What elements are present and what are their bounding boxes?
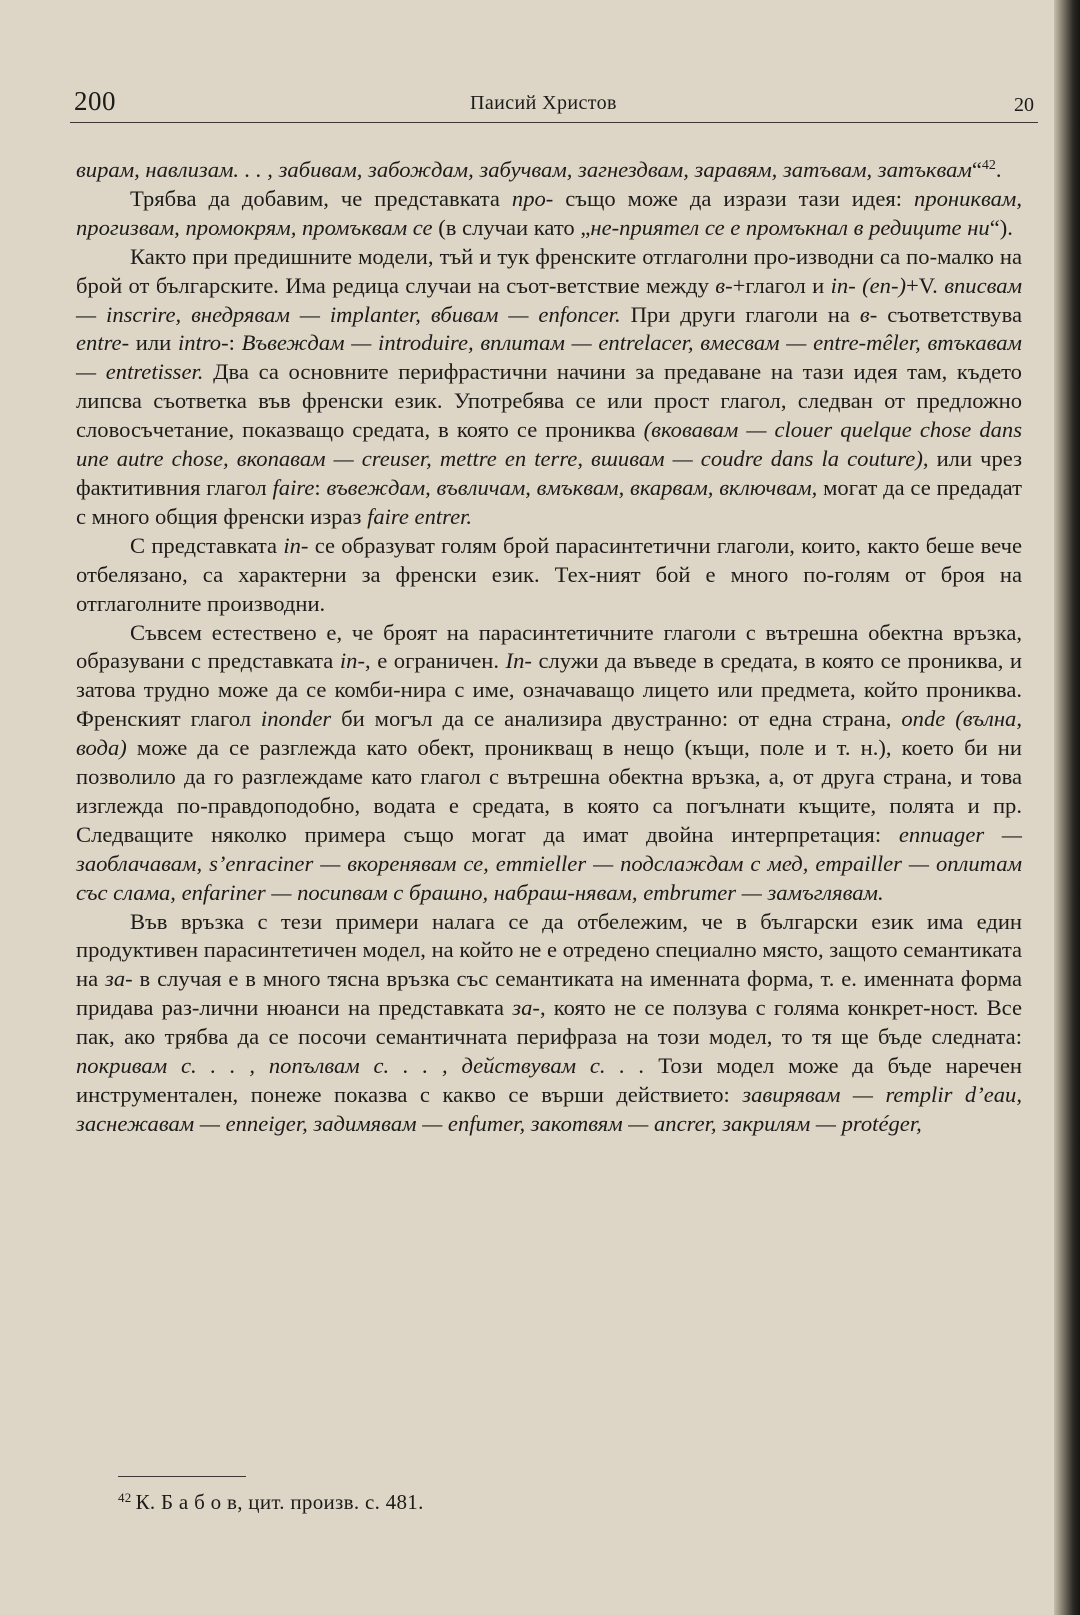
- book-spine-shadow: [1054, 0, 1080, 1615]
- italic-text: faire entrer.: [367, 503, 473, 529]
- text-run: :: [228, 330, 242, 356]
- text-run: +глагол и: [732, 272, 831, 298]
- text-run: могат да се предадат с много общия френски израз: [76, 474, 1023, 529]
- text-run: “).: [989, 214, 1013, 240]
- text-run: (в случаи като „: [432, 214, 591, 240]
- text-run: се образуват голям брой парасинтетични глаголи, които, както беше вече отбелязано, са характерни за френски език. Тех-ният бой е много по-голям от броя на отглаголните производни.: [76, 532, 1022, 616]
- text-run: Във връзка с тези примери налага се да отбележим, че в български език има един продуктивен парасинтетичен модел, на който не е отредено специално място, защото семантиката на: [76, 908, 1022, 992]
- text-run: Два са основните перифрастични начини за предаване на тази идея там, където липсва съответка във френски език. Употребява се или прост глагол, следван от предложно словосъчетание, показващо средата, в която се прониква: [76, 359, 1022, 443]
- italic-text: intro-: [177, 330, 229, 356]
- text-run: служи да въведе в средата, в която се прониква, и затова трудно може да се комби-нира с име, означаващо лицето или предмета, който прониква. Френският глагол: [76, 648, 1022, 732]
- footnote-text: К. Б а б о в, цит. произв. с. 481.: [135, 1490, 424, 1514]
- italic-text: в-: [859, 301, 878, 327]
- text-run: или: [129, 330, 178, 356]
- italic-text: въвеждам, въвличам, вмъквам, вкарвам, включвам,: [326, 474, 818, 500]
- text-run: При други глаголи на: [620, 301, 860, 327]
- text-run: .: [995, 157, 1002, 182]
- italic-text: (вковавам — clouer quelque chose dans une autre chose, вкопавам — creuser, mettre en terre, вшивам — coudre dans la couture): [76, 417, 1023, 472]
- italic-text: ennuager — заоблачавам, s’enraciner — вкоренявам се, emmieller — подслаждам с мед, empailler — оплитам със слама, enfariner — посипвам с брашно, набраш-нявам, embrumer — замъглявам.: [76, 821, 1022, 905]
- italic-text: не-приятел се е промъкнал в редиците ни: [590, 214, 990, 240]
- running-head-author: Паисий Христов: [470, 92, 617, 114]
- footnote-number: 42: [118, 1490, 132, 1505]
- text-run: в случая е в много тясна връзка със семантиката на именната форма, т. е. именната форма придава раз-лични нюанси на представката: [76, 966, 1022, 1021]
- italic-text: faire: [272, 474, 315, 500]
- italic-text: в-: [715, 272, 733, 298]
- footnote-ref: 42: [981, 158, 996, 173]
- italic-text: прониквам, прогизвам, промокрям, промъквам се: [76, 185, 1022, 240]
- italic-text: entre-: [76, 330, 130, 356]
- italic-text: за-: [512, 995, 540, 1021]
- italic-text: In-: [505, 648, 532, 674]
- italic-text: onde (вълна, вода): [76, 706, 1022, 761]
- body-text: [76, 152, 1022, 1139]
- footnote-rule: [118, 1476, 246, 1477]
- paragraph: [76, 619, 1022, 908]
- paragraph: [76, 532, 1022, 619]
- paragraph: [76, 243, 1022, 532]
- italic-text: in-: [339, 648, 365, 674]
- header-rule: [70, 122, 1038, 123]
- paragraph: [76, 908, 1022, 1139]
- italic-text: завирявам — remplir d’eau, заснежавам — enneiger, задимявам — enfumer, закотвям — ancrer, закрилям — protéger,: [76, 1082, 1022, 1136]
- italic-text: покривам с. . . , попълвам с. . . , действувам с. . .: [76, 1053, 645, 1079]
- text-run: “: [971, 157, 982, 182]
- italic-text: in-: [283, 532, 309, 558]
- footnote: [118, 1490, 424, 1515]
- text-run: би могъл да се анализира двустранно: от една страна,: [331, 706, 902, 732]
- text-run: Съвсем естествено е, че броят на парасинтетичните глаголи с вътрешна обектна връзка, образувани с представката: [76, 619, 1022, 674]
- italic-text: вписвам — inscrire, внедрявам — implanter, вбивам — enfoncer.: [76, 272, 1023, 327]
- italic-text: inonder: [260, 706, 332, 732]
- text-run: също може да изрази тази идея:: [553, 185, 915, 211]
- text-run: Този модел може да бъде наречен инструментален, понеже показва с какво се върши действието:: [76, 1053, 1022, 1107]
- italic-text: in- (en-): [830, 272, 907, 298]
- text-run: :: [314, 474, 327, 500]
- text-run: , която не се ползува с голяма конкрет-ност. Все пак, ако трябва да се посочи семантичната перифраза на този модел, то тя ще бъде следната:: [76, 995, 1023, 1050]
- text-run: Както при предишните модели, тъй и тук френските отглаголни про-изводни са по-малко на брой от българските. Има редица случаи на съот-ветствие между: [76, 243, 1022, 298]
- paragraph: [76, 185, 1022, 243]
- page-number: 200: [74, 86, 116, 116]
- text-run: Трябва да добавим, че представката: [130, 185, 512, 211]
- italic-text: за-: [105, 966, 133, 992]
- text-run: съответствува: [877, 301, 1022, 327]
- italic-text: про-: [511, 185, 554, 211]
- facing-page-number: 20: [1014, 94, 1034, 116]
- text-run: С представката: [130, 532, 284, 558]
- text-run: , или чрез фактитивния глагол: [76, 446, 1022, 500]
- paragraph: [76, 152, 1022, 185]
- page-header: [70, 84, 1038, 124]
- text-run: , е ограничен.: [365, 648, 506, 674]
- italic-text: вирам, навлизам. . . , забивам, забождам, забучвам, загнездвам, заравям, затъвам, затъквам: [76, 157, 972, 182]
- text-run: може да се разглежда като обект, прониквaщ в нещо (къщи, поле и т. н.), което би ни позволило да го разглеждаме като глагол с вътрешна обектна връзка, а, от друга страна, и това изглежда по-правдоподобно, водата е средата, в която са погълнати къщите, полята и пр. Следващите няколко примера също могат да имат двойна интерпретация:: [76, 735, 1022, 847]
- italic-text: Въвеждам — introduire, вплитам — entrelacer, вмесвам — entre-mêler, втъкавам — entretisser.: [76, 330, 1022, 385]
- text-run: +V.: [906, 272, 945, 298]
